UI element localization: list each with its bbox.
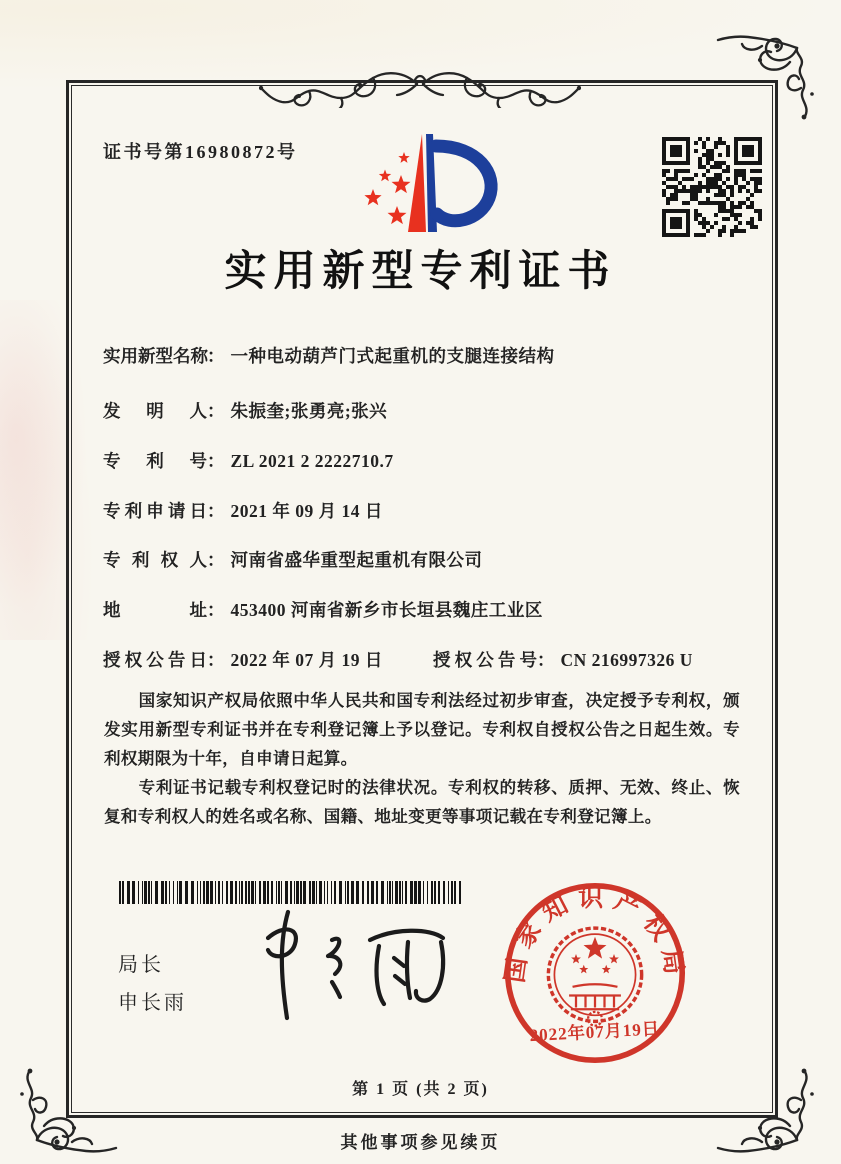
field-label: 专利权人: [103, 550, 207, 570]
field-label: 地址: [103, 600, 207, 620]
field-row-address: [103, 597, 763, 622]
field-row-patentee: [103, 547, 763, 572]
field-value: 2021 年 09 月 14 日: [230, 501, 383, 521]
grant-date-value: 2022 年 07 月 19 日: [230, 650, 383, 670]
field-label: 发明人: [103, 401, 207, 421]
official-seal: [500, 878, 690, 1068]
colon: ：: [207, 346, 225, 366]
seal-emblem: [571, 937, 619, 974]
colon: ：: [207, 550, 225, 570]
scan-shadow: [0, 0, 841, 90]
field-value: 河南省盛华重型起重机有限公司: [230, 550, 483, 570]
colon: ：: [207, 650, 225, 670]
colon: ：: [207, 501, 225, 521]
grant-number-value: CN 216997326 U: [560, 650, 693, 670]
handwritten-signature-icon: [232, 900, 467, 1035]
field-label: 实用新型名称: [103, 346, 208, 366]
grant-number-group: [433, 647, 693, 672]
certificate-title: 实用新型专利证书: [224, 249, 617, 295]
legal-paragraph-1: 国家知识产权局依照中华人民共和国专利法经过初步审查，决定授予专利权，颁发实用新型专利证书并在专利登记簿上予以登记。专利权自授权公告之日起生效。专利权期限为十年，自申请日起算。: [104, 691, 740, 768]
field-label: 专利号: [103, 451, 207, 471]
field-row-patent-number: [103, 448, 763, 473]
field-row-utility-model-name: [103, 343, 763, 368]
field-value: 453400 河南省新乡市长垣县魏庄工业区: [230, 600, 543, 620]
certificate-number: 证书号第16980872号: [103, 142, 298, 162]
legal-text: [104, 686, 740, 831]
field-label: 授权公告号: [433, 650, 537, 670]
seal-date: 2022年07月19日: [529, 1019, 661, 1046]
legal-paragraph-2: 专利证书记载专利权登记时的法律状况。专利权的转移、质押、无效、终止、恢复和专利权人的姓名或名称、国籍、地址变更等事项记载在专利登记簿上。: [104, 778, 740, 826]
qr-code: [662, 137, 762, 237]
field-row-grant: [103, 647, 763, 672]
officer-title: 局长: [118, 954, 164, 976]
field-value: 朱振奎;张勇亮;张兴: [230, 401, 388, 421]
colon: ：: [537, 650, 555, 670]
field-label: 授权公告日: [103, 650, 207, 670]
field-row-filing-date: [103, 498, 763, 523]
field-value: 一种电动葫芦门式起重机的支腿连接结构: [230, 346, 555, 366]
officer-name: 申长雨: [118, 992, 187, 1014]
field-label: 专利申请日: [103, 501, 207, 521]
seal-org-text: 国家知识产权局: [501, 885, 689, 985]
continuation-note: 其他事项参见续页: [340, 1133, 501, 1152]
colon: ：: [207, 451, 225, 471]
field-row-inventors: [103, 398, 763, 423]
page-number: 第 1 页 (共 2 页): [352, 1081, 489, 1098]
field-value: ZL 2021 2 2222710.7: [230, 451, 394, 471]
colon: ：: [207, 401, 225, 421]
colon: ：: [207, 600, 225, 620]
cnipa-logo: [338, 126, 508, 242]
